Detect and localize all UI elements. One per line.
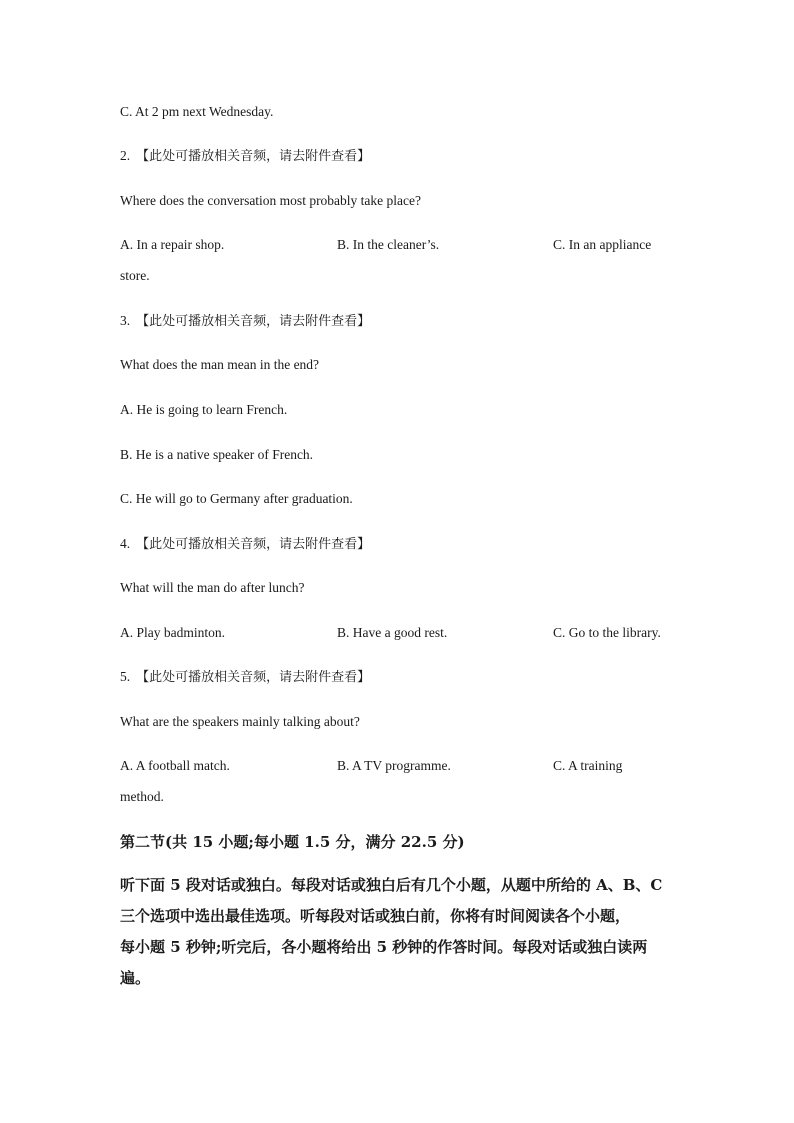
q5-option-a: A. A football match. [120,758,230,773]
instructions-line: 每小题 5 秒钟;听完后，各小题将给出 5 秒钟的作答时间。每段对话或独白读两 [120,938,648,956]
q4-audio-note[interactable]: 【此处可播放相关音频，请去附件查看】 [136,537,371,552]
q3-question: What does the man mean in the end? [120,357,320,372]
q3-audio-note[interactable]: 【此处可播放相关音频，请去附件查看】 [136,314,371,329]
q3-option-a: A. He is going to learn French. [120,402,288,417]
q4-header [120,535,370,554]
q2-header [120,147,370,166]
section-title: 第二节(共 15 小题;每小题 1.5 分，满分 22.5 分) [120,833,465,851]
q5-header [120,668,370,687]
instructions-line: 遍。 [120,969,151,987]
q5-option-c: C. A training [553,758,623,773]
q3-number: 3. [120,313,131,328]
q2-number: 2. [120,148,131,163]
q4-number: 4. [120,536,131,551]
section-instructions [120,870,700,994]
q3-option-c: C. He will go to Germany after graduation. [120,491,353,506]
q4-option-c: C. Go to the library. [553,625,661,640]
q1-option-c: C. At 2 pm next Wednesday. [120,104,274,119]
q2-option-b: B. In the cleaner’s. [337,237,440,252]
q3-header [120,312,370,331]
q5-option-b: B. A TV programme. [337,758,451,773]
q5-number: 5. [120,669,131,684]
q5-audio-note[interactable]: 【此处可播放相关音频，请去附件查看】 [136,670,371,685]
instructions-line: 三个选项中选出最佳选项。听每段对话或独白前，你将有时间阅读各个小题， [120,907,631,925]
q3-option-b: B. He is a native speaker of French. [120,447,314,462]
q2-option-c-continued: store. [120,268,150,283]
q4-question: What will the man do after lunch? [120,580,305,595]
q4-option-b: B. Have a good rest. [337,625,448,640]
q5-option-c-continued: method. [120,789,164,804]
instructions-line: 听下面 5 段对话或独白。每段对话或独白后有几个小题，从题中所给的 A、B、C [120,876,663,894]
q2-question: Where does the conversation most probably take place? [120,193,422,208]
q5-question: What are the speakers mainly talking about? [120,714,360,729]
q4-option-a: A. Play badminton. [120,625,225,640]
q2-audio-note[interactable]: 【此处可播放相关音频，请去附件查看】 [136,149,371,164]
q2-option-c: C. In an appliance [553,237,652,252]
q2-option-a: A. In a repair shop. [120,237,225,252]
